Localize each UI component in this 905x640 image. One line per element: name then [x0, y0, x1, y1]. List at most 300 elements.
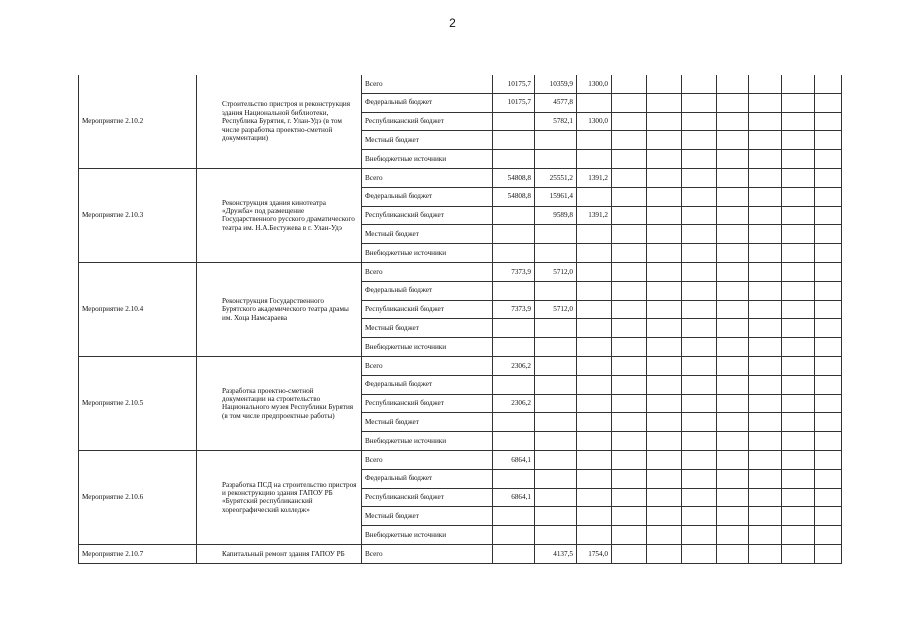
- value-cell: [612, 168, 647, 187]
- value-cell: 10359,9: [535, 75, 577, 93]
- value-cell: [493, 338, 535, 357]
- description-cell: Разработка ПСД на строительство пристроя и реконструкцию здания ГАПОУ РБ «Бурятский республиканский хореографический колледж»: [197, 450, 362, 544]
- value-cell: [682, 262, 717, 281]
- value-cell: [647, 338, 682, 357]
- value-cell: 1391,2: [577, 206, 612, 225]
- value-cell: [647, 168, 682, 187]
- value-cell: [577, 469, 612, 488]
- value-cell: [682, 319, 717, 338]
- value-cell: [682, 150, 717, 169]
- value-cell: [749, 375, 782, 394]
- value-cell: [535, 469, 577, 488]
- table-row: [79, 544, 842, 563]
- table-row: [79, 356, 842, 375]
- value-cell: [749, 488, 782, 507]
- value-cell: [647, 432, 682, 451]
- value-cell: [782, 507, 815, 526]
- value-cell: 54808,8: [493, 168, 535, 187]
- value-cell: [815, 488, 842, 507]
- value-cell: [782, 488, 815, 507]
- value-cell: [535, 131, 577, 150]
- value-cell: [717, 356, 749, 375]
- value-cell: [782, 432, 815, 451]
- value-cell: [717, 300, 749, 319]
- value-cell: 10175,7: [493, 75, 535, 93]
- value-cell: [647, 262, 682, 281]
- funding-source-cell: Федеральный бюджет: [362, 469, 493, 488]
- value-cell: [749, 507, 782, 526]
- value-cell: 6864,1: [493, 450, 535, 469]
- value-cell: [782, 150, 815, 169]
- measure-cell: Мероприятие 2.10.6: [79, 450, 197, 544]
- value-cell: [782, 281, 815, 300]
- value-cell: [749, 338, 782, 357]
- value-cell: 4577,8: [535, 93, 577, 112]
- value-cell: [612, 432, 647, 451]
- value-cell: [577, 225, 612, 244]
- value-cell: [535, 225, 577, 244]
- value-cell: [612, 450, 647, 469]
- value-cell: [577, 131, 612, 150]
- value-cell: [647, 150, 682, 169]
- funding-source-cell: Республиканский бюджет: [362, 206, 493, 225]
- value-cell: [577, 375, 612, 394]
- funding-source-cell: Внебюджетные источники: [362, 244, 493, 263]
- value-cell: [647, 244, 682, 263]
- value-cell: [493, 281, 535, 300]
- value-cell: [682, 187, 717, 206]
- value-cell: [682, 168, 717, 187]
- value-cell: [493, 131, 535, 150]
- measure-cell: Мероприятие 2.10.3: [79, 168, 197, 262]
- value-cell: [577, 319, 612, 338]
- value-cell: [493, 244, 535, 263]
- value-cell: [535, 319, 577, 338]
- value-cell: [717, 526, 749, 545]
- value-cell: [612, 319, 647, 338]
- value-cell: [682, 93, 717, 112]
- funding-source-cell: Местный бюджет: [362, 131, 493, 150]
- value-cell: [493, 150, 535, 169]
- value-cell: 1754,0: [577, 544, 612, 563]
- value-cell: 9589,8: [535, 206, 577, 225]
- value-cell: [682, 488, 717, 507]
- value-cell: [717, 187, 749, 206]
- value-cell: [577, 488, 612, 507]
- value-cell: [682, 112, 717, 131]
- value-cell: [577, 150, 612, 169]
- value-cell: [682, 206, 717, 225]
- value-cell: [535, 450, 577, 469]
- measure-cell: Мероприятие 2.10.7: [79, 544, 197, 563]
- funding-source-cell: Федеральный бюджет: [362, 375, 493, 394]
- value-cell: [815, 544, 842, 563]
- value-cell: [493, 413, 535, 432]
- funding-source-cell: Внебюджетные источники: [362, 338, 493, 357]
- value-cell: [682, 225, 717, 244]
- value-cell: [717, 469, 749, 488]
- funding-source-cell: Местный бюджет: [362, 319, 493, 338]
- value-cell: [647, 75, 682, 93]
- funding-source-cell: Республиканский бюджет: [362, 112, 493, 131]
- value-cell: [682, 413, 717, 432]
- value-cell: [815, 507, 842, 526]
- value-cell: [535, 413, 577, 432]
- value-cell: [612, 356, 647, 375]
- value-cell: [782, 112, 815, 131]
- value-cell: [815, 75, 842, 93]
- value-cell: [612, 150, 647, 169]
- value-cell: [682, 300, 717, 319]
- value-cell: 2306,2: [493, 356, 535, 375]
- value-cell: [647, 356, 682, 375]
- value-cell: [612, 488, 647, 507]
- funding-source-cell: Внебюджетные источники: [362, 150, 493, 169]
- value-cell: [647, 413, 682, 432]
- value-cell: [612, 375, 647, 394]
- value-cell: [647, 93, 682, 112]
- description-cell: Разработка проектно-сметной документации на строительство Национального музея Республики Бурятия (в том числе предпроектные работы): [197, 356, 362, 450]
- funding-source-cell: Федеральный бюджет: [362, 93, 493, 112]
- funding-source-cell: Всего: [362, 168, 493, 187]
- value-cell: [815, 375, 842, 394]
- description-cell: Капитальный ремонт здания ГАПОУ РБ: [197, 544, 362, 563]
- value-cell: [682, 356, 717, 375]
- value-cell: 1300,0: [577, 112, 612, 131]
- value-cell: [493, 225, 535, 244]
- budget-table: [78, 75, 842, 564]
- value-cell: [577, 262, 612, 281]
- table-row: [79, 262, 842, 281]
- value-cell: [717, 450, 749, 469]
- funding-source-cell: Федеральный бюджет: [362, 281, 493, 300]
- value-cell: [782, 225, 815, 244]
- value-cell: [535, 244, 577, 263]
- value-cell: 2306,2: [493, 394, 535, 413]
- value-cell: [535, 432, 577, 451]
- funding-source-cell: Всего: [362, 75, 493, 93]
- value-cell: [782, 544, 815, 563]
- value-cell: 7373,9: [493, 300, 535, 319]
- value-cell: [782, 131, 815, 150]
- value-cell: [577, 93, 612, 112]
- value-cell: [782, 244, 815, 263]
- value-cell: [717, 93, 749, 112]
- value-cell: [782, 394, 815, 413]
- value-cell: [535, 375, 577, 394]
- page-number: 2: [449, 16, 456, 30]
- value-cell: [647, 281, 682, 300]
- value-cell: [647, 300, 682, 319]
- value-cell: 5782,1: [535, 112, 577, 131]
- value-cell: [647, 526, 682, 545]
- value-cell: [782, 413, 815, 432]
- value-cell: [782, 206, 815, 225]
- value-cell: [577, 187, 612, 206]
- funding-source-cell: Всего: [362, 544, 493, 563]
- value-cell: [749, 93, 782, 112]
- value-cell: [493, 112, 535, 131]
- value-cell: [647, 187, 682, 206]
- value-cell: [717, 507, 749, 526]
- value-cell: [749, 225, 782, 244]
- measure-cell: Мероприятие 2.10.4: [79, 262, 197, 356]
- funding-source-cell: Республиканский бюджет: [362, 488, 493, 507]
- value-cell: [749, 244, 782, 263]
- value-cell: [682, 469, 717, 488]
- value-cell: [682, 394, 717, 413]
- value-cell: [717, 262, 749, 281]
- value-cell: [782, 319, 815, 338]
- funding-source-cell: Внебюджетные источники: [362, 432, 493, 451]
- value-cell: [535, 488, 577, 507]
- value-cell: [782, 262, 815, 281]
- value-cell: [577, 432, 612, 451]
- value-cell: [577, 526, 612, 545]
- value-cell: [682, 450, 717, 469]
- description-cell: Реконструкция Государственного Бурятского академического театра драмы им. Хоца Намсараева: [197, 262, 362, 356]
- value-cell: [815, 432, 842, 451]
- value-cell: [493, 432, 535, 451]
- funding-source-cell: Федеральный бюджет: [362, 187, 493, 206]
- value-cell: [717, 206, 749, 225]
- value-cell: [717, 319, 749, 338]
- value-cell: [612, 225, 647, 244]
- value-cell: 4137,5: [535, 544, 577, 563]
- value-cell: [782, 75, 815, 93]
- value-cell: [682, 544, 717, 563]
- value-cell: [493, 469, 535, 488]
- value-cell: [612, 413, 647, 432]
- value-cell: [749, 150, 782, 169]
- value-cell: [612, 262, 647, 281]
- value-cell: [815, 281, 842, 300]
- table-row: [79, 168, 842, 187]
- value-cell: [535, 281, 577, 300]
- value-cell: [749, 168, 782, 187]
- value-cell: [577, 394, 612, 413]
- value-cell: [782, 450, 815, 469]
- value-cell: [647, 206, 682, 225]
- value-cell: [815, 469, 842, 488]
- funding-source-cell: Всего: [362, 356, 493, 375]
- value-cell: 15961,4: [535, 187, 577, 206]
- value-cell: [612, 187, 647, 206]
- value-cell: [749, 450, 782, 469]
- value-cell: [717, 413, 749, 432]
- value-cell: [493, 507, 535, 526]
- value-cell: [749, 356, 782, 375]
- value-cell: [577, 281, 612, 300]
- value-cell: [717, 488, 749, 507]
- value-cell: [647, 469, 682, 488]
- value-cell: 25551,2: [535, 168, 577, 187]
- value-cell: [535, 338, 577, 357]
- value-cell: [612, 93, 647, 112]
- value-cell: [717, 432, 749, 451]
- value-cell: [577, 507, 612, 526]
- value-cell: [612, 206, 647, 225]
- value-cell: [612, 338, 647, 357]
- value-cell: [749, 432, 782, 451]
- value-cell: [782, 187, 815, 206]
- value-cell: [612, 394, 647, 413]
- value-cell: [815, 262, 842, 281]
- value-cell: [815, 319, 842, 338]
- funding-source-cell: Республиканский бюджет: [362, 394, 493, 413]
- value-cell: [647, 507, 682, 526]
- value-cell: [749, 187, 782, 206]
- value-cell: [815, 112, 842, 131]
- description-cell: Строительство пристроя и реконструкция здания Национальной библиотеки, Республика Бурятия, г. Улан-Удэ (в том числе разработка проектно-сметной документации): [197, 75, 362, 168]
- value-cell: [717, 150, 749, 169]
- value-cell: [647, 319, 682, 338]
- value-cell: [749, 544, 782, 563]
- value-cell: [682, 432, 717, 451]
- value-cell: [612, 526, 647, 545]
- value-cell: [682, 75, 717, 93]
- value-cell: [717, 112, 749, 131]
- value-cell: [612, 507, 647, 526]
- value-cell: [577, 356, 612, 375]
- value-cell: [815, 187, 842, 206]
- funding-source-cell: Местный бюджет: [362, 225, 493, 244]
- value-cell: 7373,9: [493, 262, 535, 281]
- value-cell: [612, 75, 647, 93]
- value-cell: [815, 244, 842, 263]
- value-cell: [535, 507, 577, 526]
- value-cell: [682, 244, 717, 263]
- value-cell: [815, 225, 842, 244]
- value-cell: [717, 225, 749, 244]
- value-cell: [749, 394, 782, 413]
- value-cell: [612, 244, 647, 263]
- value-cell: [717, 168, 749, 187]
- value-cell: [493, 544, 535, 563]
- value-cell: [749, 262, 782, 281]
- measure-cell: Мероприятие 2.10.5: [79, 356, 197, 450]
- value-cell: [682, 526, 717, 545]
- table-row: [79, 75, 842, 93]
- value-cell: [493, 206, 535, 225]
- value-cell: [493, 375, 535, 394]
- funding-source-cell: Всего: [362, 262, 493, 281]
- table-row: [79, 450, 842, 469]
- value-cell: 54808,8: [493, 187, 535, 206]
- value-cell: [647, 544, 682, 563]
- value-cell: [782, 356, 815, 375]
- value-cell: [782, 300, 815, 319]
- measure-cell: Мероприятие 2.10.2: [79, 75, 197, 168]
- value-cell: [647, 225, 682, 244]
- value-cell: 5712,0: [535, 262, 577, 281]
- value-cell: [647, 112, 682, 131]
- value-cell: [782, 469, 815, 488]
- value-cell: [612, 469, 647, 488]
- value-cell: [577, 450, 612, 469]
- value-cell: [815, 413, 842, 432]
- value-cell: [815, 300, 842, 319]
- value-cell: [577, 338, 612, 357]
- value-cell: [717, 544, 749, 563]
- funding-source-cell: Местный бюджет: [362, 413, 493, 432]
- value-cell: [682, 338, 717, 357]
- value-cell: [612, 131, 647, 150]
- value-cell: [749, 75, 782, 93]
- value-cell: [717, 394, 749, 413]
- value-cell: [749, 112, 782, 131]
- value-cell: [782, 526, 815, 545]
- value-cell: [815, 338, 842, 357]
- funding-source-cell: Республиканский бюджет: [362, 300, 493, 319]
- value-cell: 6864,1: [493, 488, 535, 507]
- value-cell: [647, 375, 682, 394]
- value-cell: [749, 319, 782, 338]
- value-cell: 1300,0: [577, 75, 612, 93]
- value-cell: [647, 450, 682, 469]
- value-cell: [717, 281, 749, 300]
- value-cell: [612, 300, 647, 319]
- funding-source-cell: Внебюджетные источники: [362, 526, 493, 545]
- value-cell: [749, 281, 782, 300]
- value-cell: 1391,2: [577, 168, 612, 187]
- value-cell: [535, 526, 577, 545]
- value-cell: [749, 526, 782, 545]
- funding-source-cell: Местный бюджет: [362, 507, 493, 526]
- value-cell: [577, 413, 612, 432]
- value-cell: [749, 131, 782, 150]
- value-cell: [717, 75, 749, 93]
- value-cell: [717, 244, 749, 263]
- value-cell: [749, 300, 782, 319]
- value-cell: [815, 150, 842, 169]
- value-cell: [682, 281, 717, 300]
- value-cell: [612, 544, 647, 563]
- value-cell: [612, 281, 647, 300]
- value-cell: [682, 375, 717, 394]
- value-cell: [815, 450, 842, 469]
- table-body: [79, 75, 842, 563]
- value-cell: 5712,0: [535, 300, 577, 319]
- value-cell: [782, 168, 815, 187]
- value-cell: [815, 168, 842, 187]
- value-cell: [749, 413, 782, 432]
- value-cell: [682, 507, 717, 526]
- value-cell: [647, 488, 682, 507]
- value-cell: [717, 338, 749, 357]
- funding-source-cell: Всего: [362, 450, 493, 469]
- value-cell: [535, 394, 577, 413]
- value-cell: [782, 93, 815, 112]
- value-cell: [782, 375, 815, 394]
- value-cell: [749, 469, 782, 488]
- value-cell: [647, 131, 682, 150]
- value-cell: [612, 112, 647, 131]
- value-cell: [535, 356, 577, 375]
- value-cell: [749, 206, 782, 225]
- value-cell: [815, 526, 842, 545]
- value-cell: [815, 93, 842, 112]
- value-cell: [493, 526, 535, 545]
- value-cell: [493, 319, 535, 338]
- value-cell: [577, 244, 612, 263]
- value-cell: 10175,7: [493, 93, 535, 112]
- value-cell: [577, 300, 612, 319]
- value-cell: [815, 394, 842, 413]
- description-cell: Реконструкция здания кинотеатра «Дружба» под размещение Государственного русского драматического театра им. Н.А.Бестужева в г. Улан-Удэ: [197, 168, 362, 262]
- value-cell: [647, 394, 682, 413]
- value-cell: [717, 375, 749, 394]
